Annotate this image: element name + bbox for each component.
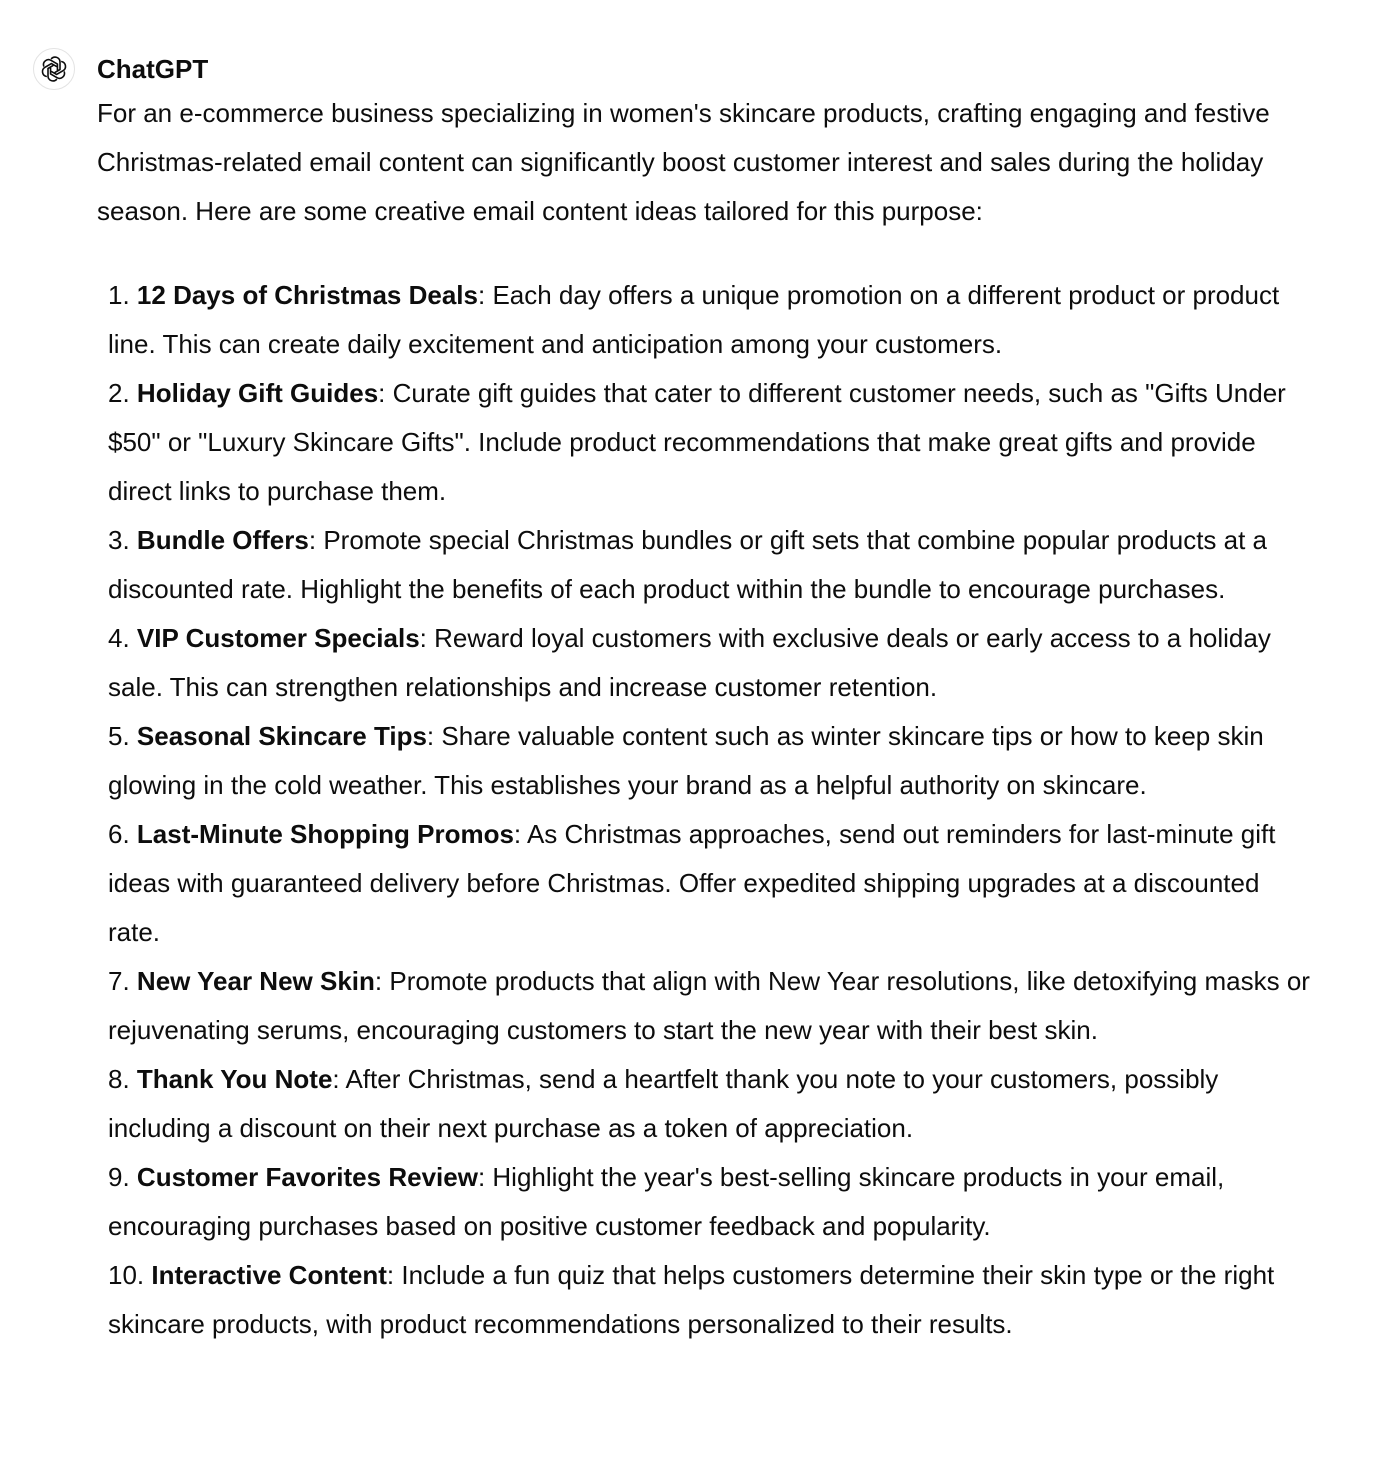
list-item-description: Highlight the year's best-selling skincare products in your email, encouraging purchases based on positive customer feedback and popularity.	[108, 1162, 1225, 1241]
ideas-list	[97, 271, 1317, 1349]
list-item-description: After Christmas, send a heartfelt thank you note to your customers, possibly including a discount on their next purchase as a token of appreciation.	[108, 1064, 1219, 1143]
list-item-number: 2.	[108, 378, 130, 408]
list-item-number: 3.	[108, 525, 130, 555]
list-item	[108, 516, 1317, 614]
list-item-title: 12 Days of Christmas Deals	[136, 280, 478, 310]
list-item-title: VIP Customer Specials	[136, 623, 420, 653]
list-item-separator: :	[308, 525, 317, 555]
list-item	[108, 957, 1317, 1055]
list-item-title: Customer Favorites Review	[136, 1162, 478, 1192]
list-item-number: 10.	[108, 1260, 145, 1290]
list-item-description: Include a fun quiz that helps customers determine their skin type or the right skincare products, with product recommendations personalized to their results.	[108, 1260, 1275, 1339]
list-item-separator: :	[513, 819, 522, 849]
list-item-separator: :	[386, 1260, 395, 1290]
list-item-title: Holiday Gift Guides	[136, 378, 379, 408]
list-item-separator: :	[419, 623, 427, 653]
list-item	[108, 614, 1317, 712]
list-item	[108, 271, 1317, 369]
list-item	[108, 810, 1317, 957]
message-content	[97, 89, 1317, 1349]
list-item-number: 5.	[108, 721, 130, 751]
list-item-separator: :	[374, 966, 383, 996]
message-author: ChatGPT	[97, 54, 209, 84]
list-item-title: New Year New Skin	[136, 966, 375, 996]
list-item-number: 7.	[108, 966, 130, 996]
avatar	[33, 48, 75, 90]
list-item-number: 6.	[108, 819, 130, 849]
list-item-number: 9.	[108, 1162, 130, 1192]
list-item-separator: :	[378, 378, 386, 408]
list-item	[108, 369, 1317, 516]
list-item-description: Promote products that align with New Year resolutions, like detoxifying masks or rejuvenating serums, encouraging customers to start the new year with their best skin.	[108, 966, 1310, 1045]
list-item-description: Reward loyal customers with exclusive deals or early access to a holiday sale. This can strengthen relationships and increase customer retention.	[108, 623, 1271, 702]
list-item-description: Curate gift guides that cater to different customer needs, such as "Gifts Under $50" or "Luxury Skincare Gifts". Include product recommendations that make great gifts and provide direct links to purchase them.	[108, 378, 1286, 506]
list-item-separator: :	[332, 1064, 340, 1094]
message-intro: For an e-commerce business specializing in women's skincare products, crafting engaging and festive Christmas-related email content can significantly boost customer interest and sales during the holiday season. Here are some creative email content ideas tailored for this purpose:	[97, 98, 1270, 226]
openai-logo-icon	[40, 55, 68, 83]
list-item-title: Last-Minute Shopping Promos	[136, 819, 514, 849]
list-item-description: Promote special Christmas bundles or gift sets that combine popular products at a discounted rate. Highlight the benefits of each product within the bundle to encourage purchases.	[108, 525, 1268, 604]
list-item-title: Thank You Note	[136, 1064, 333, 1094]
list-item-number: 4.	[108, 623, 130, 653]
list-item	[108, 1153, 1317, 1251]
list-item-separator: :	[477, 280, 486, 310]
list-item-title: Seasonal Skincare Tips	[136, 721, 427, 751]
list-item-description: Each day offers a unique promotion on a different product or product line. This can create daily excitement and anticipation among your customers.	[108, 280, 1280, 359]
list-item	[108, 712, 1317, 810]
list-item-title: Interactive Content	[151, 1260, 387, 1290]
list-item-number: 8.	[108, 1064, 130, 1094]
list-item	[108, 1055, 1317, 1153]
list-item-number: 1.	[108, 280, 130, 310]
list-item	[108, 1251, 1317, 1349]
list-item-title: Bundle Offers	[136, 525, 309, 555]
list-item-separator: :	[477, 1162, 486, 1192]
list-item-description: As Christmas approaches, send out reminders for last-minute gift ideas with guaranteed delivery before Christmas. Offer expedited shipping upgrades at a discounted rate.	[108, 819, 1276, 947]
list-item-description: Share valuable content such as winter skincare tips or how to keep skin glowing in the cold weather. This establishes your brand as a helpful authority on skincare.	[108, 721, 1264, 800]
list-item-separator: :	[426, 721, 435, 751]
